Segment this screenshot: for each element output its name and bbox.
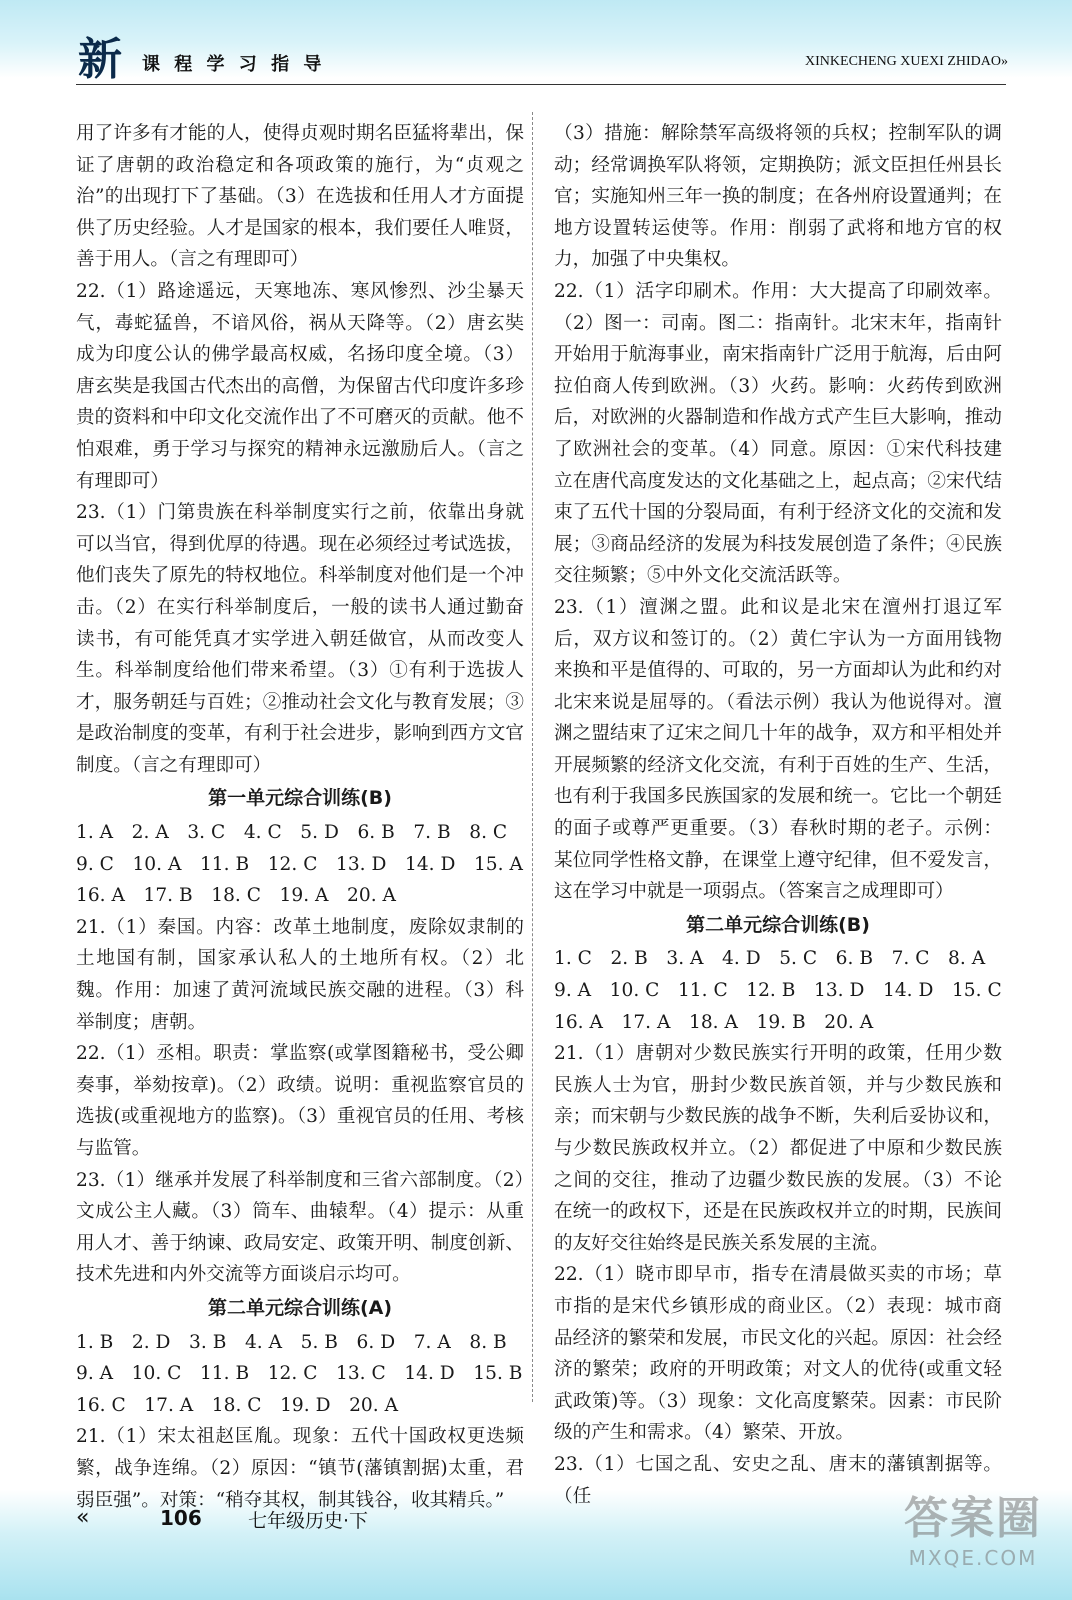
header-pinyin <box>805 54 1008 70</box>
answer-row: 16. A 17. A 18. A 19. B 20. A <box>554 1011 874 1033</box>
paragraph: 23.（1）门第贵族在科举制度实行之前，依靠出身就可以当官，得到优厚的待遇。现在必须经过考试选拔，他们丧失了原先的特权地位。科举制度对他们是一个冲击。（2）在实行科举制度后，一般的读书人通过勤奋读书，有可能凭真才实学进入朝廷做官，从而改变人生。科举制度给他们带来希望。（3）①有利于选拔人才，服务朝廷与百姓；②推动社会文化与教育发展；③是政治制度的变革，有利于社会进步，影响到西方文官制度。（言之有理即可） <box>76 502 524 776</box>
answer-row: 9. A 10. C 11. B 12. C 13. C 14. D 15. B <box>76 1363 523 1385</box>
paragraph: 22.（1）活字印刷术。作用：大大提高了印刷效率。（2）图一：司南。图二：指南针。北宋末年，指南针开始用于航海事业，南宋指南针广泛用于航海，后由阿拉伯商人传到欧洲。（3）火药。影响：火药传到欧洲后，对欧洲的火器制造和作战方式产生巨大影响，推动了欧洲社会的变革。（4）同意。原因：①宋代科技建立在唐代高度发达的文化基础之上，起点高；②宋代结束了五代十国的分裂局面，有利于经济文化的交流和发展；③商品经济的发展为科技发展创造了条件；④民族交往频繁；⑤中外文化交流活跃等。 <box>554 280 1002 587</box>
paragraph: 23.（1）七国之乱、安史之乱、唐末的藩镇割据等。（任 <box>554 1453 1002 1507</box>
column-divider <box>532 112 533 1402</box>
paragraph: 23.（1）澶渊之盟。此和议是北宋在澶州打退辽军后，双方议和签订的。（2）黄仁宇认为一方面用钱物来换和平是值得的、可取的，另一方面却认为此和约对北宋来说是屈辱的。（看法示例）我认为他说得对。澶渊之盟结束了辽宋之间几十年的战争，双方和平相处并开展频繁的经济文化交流，有利于百姓的生产、生活，也有利于我国多民族国家的发展和统一。它比一个朝廷的面子或尊严更重要。（3）春秋时期的老子。示例：某位同学性格文静，在课堂上遵守纪律，但不爱发言，这在学习中就是一项弱点。（答案言之成理即可） <box>554 596 1002 903</box>
watermark-title: 答案圈 <box>904 1493 1042 1544</box>
watermark-logo <box>904 1482 1042 1570</box>
footer-arrows-icon: « <box>76 1505 90 1530</box>
paragraph: 22.（1）路途遥远，天寒地冻、寒风惨烈、沙尘暴天气，毒蛇猛兽，不谙风俗，祸从天降等。（2）唐玄奘成为印度公认的佛学最高权威，名扬印度全境。（3）唐玄奘是我国古代杰出的高僧，为保留古代印度许多珍贵的资料和中印文化交流作出了不可磨灭的贡献。他不怕艰难，勇于学习与探究的精神永远激励后人。（言之有理即可） <box>76 280 524 492</box>
paragraph: 21.（1）唐朝对少数民族实行开明的政策，任用少数民族人士为官，册封少数民族首领，并与少数民族和亲；而宋朝与少数民族的战争不断，失利后妥协议和，与少数民族政权并立。（2）都促进了中原和少数民族之间的交往，推动了边疆少数民族的发展。（3）不论在统一的政权下，还是在民族政权并立的时期，民族间的友好交往始终是民族关系发展的主流。 <box>554 1043 1002 1254</box>
paragraph: （3）措施：解除禁军高级将领的兵权；控制军队的调动；经常调换军队将领，定期换防；派文臣担任州县长官；实施知州三年一换的制度；在各州府设置通判；在地方设置转运使等。作用：削弱了武将和地方官的权力，加强了中央集权。 <box>554 123 1002 271</box>
section-heading: 第二单元综合训练(B) <box>686 913 870 936</box>
section-heading: 第一单元综合训练(B) <box>208 787 392 810</box>
section-heading: 第二单元综合训练(A) <box>207 1296 393 1319</box>
answer-row: 16. C 17. A 18. C 19. D 20. A <box>76 1394 398 1416</box>
paragraph: 22.（1）晓市即早市，指专在清晨做买卖的市场；草市指的是宋代乡镇形成的商业区。（2）表现：城市商品经济的繁荣和发展，市民文化的兴起。原因：社会经济的繁荣；政府的开明政策；对文人的优待(或重文轻武政策)等。（3）现象：文化高度繁荣。因素：市民阶级的产生和需求。（4）繁荣、开放。 <box>554 1264 1002 1444</box>
answer-row: 1. C 2. B 3. A 4. D 5. C 6. B 7. C 8. A <box>554 948 986 970</box>
paragraph: 23.（1）继承并发展了科举制度和三省六部制度。（2）文成公主人藏。（3）筒车、曲辕犁。（4）提示：从重用人才、善于纳谏、政局安定、政策开明、制度创新、技术先进和内外交流等方面谈启示均可。 <box>76 1169 524 1286</box>
answer-row: 9. A 10. C 11. C 12. B 13. D 14. D 15. C <box>554 980 1002 1002</box>
logo: 新 <box>78 34 122 85</box>
right-column <box>554 118 1002 1512</box>
answer-row: 1. A 2. A 3. C 4. C 5. D 6. B 7. B 8. C <box>76 822 508 844</box>
page-number: 106 <box>160 1506 202 1530</box>
watermark-url: MXQE.COM <box>908 1546 1038 1570</box>
paragraph: 用了许多有才能的人，使得贞观时期名臣猛将辈出，保证了唐朝的政治稳定和各项政策的施行，为“贞观之治”的出现打下了基础。（3）在选拔和任用人才方面提供了历史经验。人才是国家的根本，我们要任人唯贤，善于用人。（言之有理即可） <box>76 123 524 271</box>
answer-row: 16. A 17. B 18. C 19. A 20. A <box>76 885 396 907</box>
paragraph: 21.（1）秦国。内容：改革土地制度，废除奴隶制的土地国有制，国家承认私人的土地所有权。（2）北魏。作用：加速了黄河流域民族交融的进程。（3）科举制度；唐朝。 <box>76 916 524 1033</box>
header-rule <box>76 84 1006 85</box>
header-title: 课 程 学 习 指 导 <box>142 54 326 75</box>
header-arrows-icon: » <box>1001 54 1008 69</box>
paragraph: 21.（1）宋太祖赵匡胤。现象：五代十国政权更迭频繁，战争连绵。（2）原因：“镇节(藩镇割据)太重，君弱臣强”。对策：“稍夺其权，制其钱谷，收其精兵。” <box>76 1426 524 1511</box>
paragraph: 22.（1）丞相。职责：掌监察(或掌图籍秘书，受公卿奏事，举劾按章)。（2）政绩。说明：重视监察官员的选拔(或重视地方的监察)。（3）重视官员的任用、考核与监管。 <box>76 1043 524 1159</box>
answer-row: 9. C 10. A 11. B 12. C 13. D 14. D 15. A <box>76 853 523 875</box>
footer-grade: 七年级历史·下 <box>248 1510 369 1532</box>
answer-row: 1. B 2. D 3. B 4. A 5. B 6. D 7. A 8. B <box>76 1331 507 1353</box>
left-column <box>76 118 524 1516</box>
header-pinyin-text: XINKECHENG XUEXI ZHIDAO <box>805 54 1001 69</box>
